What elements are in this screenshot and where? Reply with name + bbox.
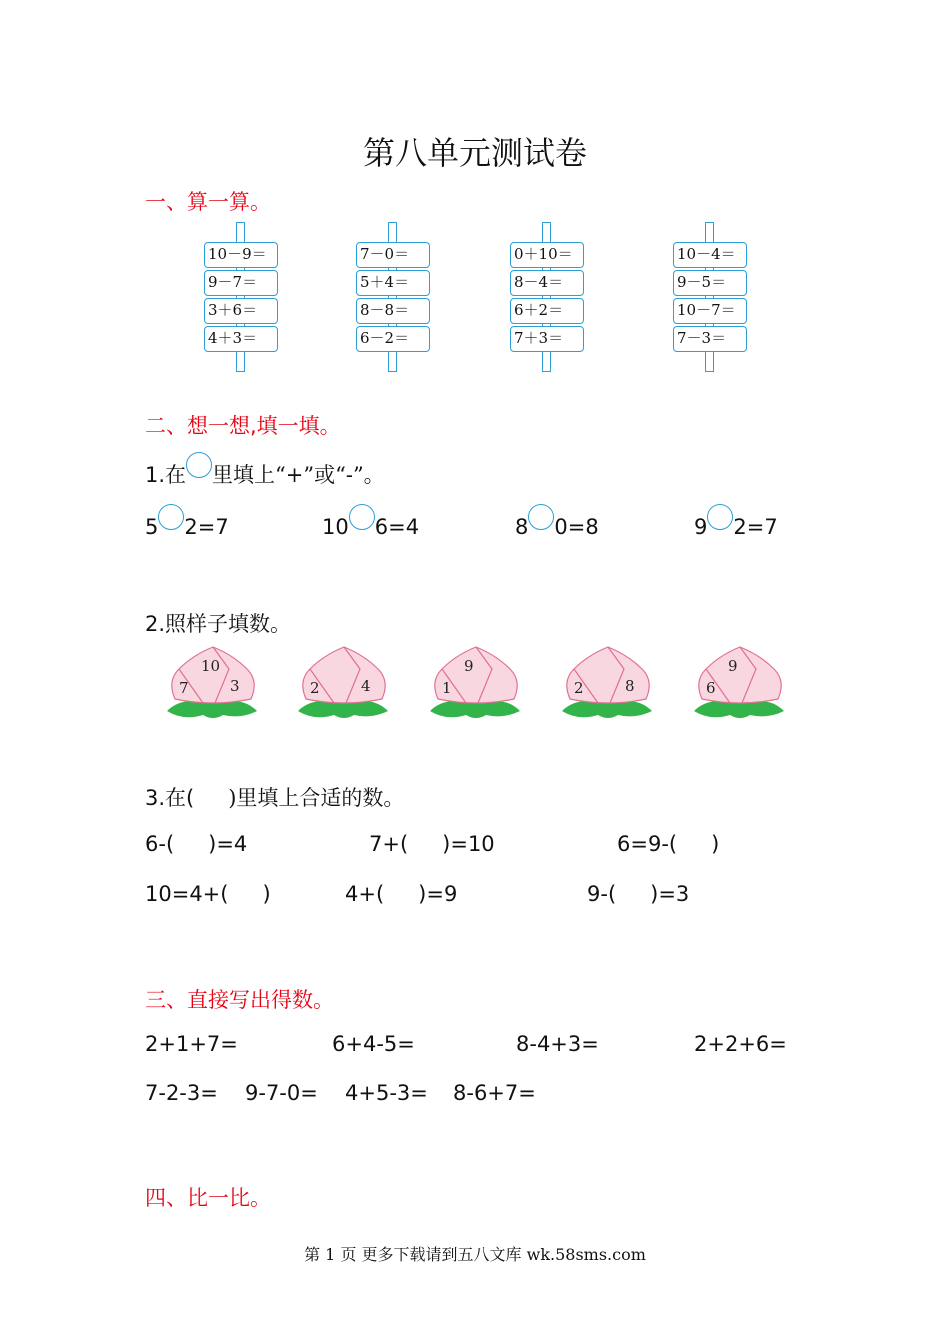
peach-figure — [298, 645, 390, 725]
footer-text: 第 1 页 更多下载请到五八文库 wk.58sms.com — [304, 1245, 646, 1264]
skewer-card: 4＋3＝ — [204, 326, 278, 352]
q1-instruction — [145, 452, 385, 489]
blank-right: )=9 — [418, 882, 458, 906]
answer-circle-icon[interactable] — [707, 504, 733, 530]
fill-blank-item — [345, 882, 457, 906]
q1-item — [322, 504, 419, 539]
blank-left: 7+( — [369, 832, 409, 856]
section-2-heading: 二、想一想,填一填。 — [145, 414, 341, 438]
expression: 2+2+6= — [694, 1032, 787, 1056]
expression: 2+1+7= — [145, 1032, 238, 1056]
peach-figure — [430, 645, 522, 725]
q3-instruction — [145, 782, 404, 812]
q1-item-left: 9 — [694, 515, 708, 539]
fill-blank-item — [145, 882, 271, 906]
expression: 7-2-3= — [145, 1081, 218, 1105]
blank-right: )=10 — [442, 832, 495, 856]
answer-circle-icon — [186, 452, 212, 478]
blank-right: )=3 — [650, 882, 690, 906]
q3-label-b: )里填上合适的数。 — [228, 786, 405, 810]
peach-figure — [562, 645, 654, 725]
blank-left: 4+( — [345, 882, 385, 906]
section-1-heading: 一、算一算。 — [145, 190, 271, 214]
section-3-heading: 三、直接写出得数。 — [145, 988, 334, 1012]
expression: 4+5-3= — [345, 1081, 428, 1105]
peach-number-left: 1 — [442, 679, 452, 697]
skewer-card: 0＋10＝ — [510, 242, 584, 268]
expression: 9-7-0= — [245, 1081, 318, 1105]
skewer-card: 9－7＝ — [204, 270, 278, 296]
q2-label: 2.照样子填数。 — [145, 612, 292, 636]
page-footer — [0, 1242, 950, 1265]
peach-number-top: 10 — [201, 657, 221, 675]
skewer-card: 10－4＝ — [673, 242, 747, 268]
blank-right: ) — [262, 882, 271, 906]
skewer-card: 8－8＝ — [356, 298, 430, 324]
skewer-card: 6＋2＝ — [510, 298, 584, 324]
q1-item-right: 2=7 — [733, 515, 778, 539]
q1-item-left: 8 — [515, 515, 529, 539]
skewer-card: 7＋3＝ — [510, 326, 584, 352]
section-4-heading: 四、比一比。 — [145, 1186, 271, 1210]
answer-circle-icon[interactable] — [349, 504, 375, 530]
skewer-card: 10－7＝ — [673, 298, 747, 324]
answer-circle-icon[interactable] — [528, 504, 554, 530]
skewer-card: 7－0＝ — [356, 242, 430, 268]
q1-item-right: 2=7 — [184, 515, 229, 539]
peach-number-left: 7 — [179, 679, 189, 697]
skewer-card: 10－9＝ — [204, 242, 278, 268]
fill-blank-item — [587, 882, 689, 906]
peach-number-left: 2 — [574, 679, 584, 697]
peach-number-right: 4 — [361, 677, 371, 695]
expression: 6+4-5= — [332, 1032, 415, 1056]
skewer-card: 7－3＝ — [673, 326, 747, 352]
answer-circle-icon[interactable] — [158, 504, 184, 530]
q1-item-left: 5 — [145, 515, 159, 539]
skewer-card: 6－2＝ — [356, 326, 430, 352]
expression: 8-6+7= — [453, 1081, 536, 1105]
blank-left: 6=9-( — [617, 832, 678, 856]
q1-item — [515, 504, 599, 539]
blank-right: )=4 — [208, 832, 248, 856]
blank-left: 9-( — [587, 882, 617, 906]
page-title: 第八单元测试卷 — [362, 134, 587, 172]
q1-item-right: 0=8 — [554, 515, 599, 539]
peach-number-left: 2 — [310, 679, 320, 697]
peach-figure — [694, 645, 786, 725]
q1-item — [694, 504, 778, 539]
q3-label-a: 3.在( — [145, 786, 195, 810]
skewer-card: 5＋4＝ — [356, 270, 430, 296]
blank-left: 10=4+( — [145, 882, 229, 906]
fill-blank-item — [369, 832, 495, 856]
skewer-card: 3＋6＝ — [204, 298, 278, 324]
fill-blank-item — [145, 832, 247, 856]
q1-suffix: 里填上“+”或“-”。 — [212, 463, 385, 487]
fill-blank-item — [617, 832, 719, 856]
peach-number-right: 3 — [230, 677, 240, 695]
blank-right: ) — [711, 832, 720, 856]
expression: 8-4+3= — [516, 1032, 599, 1056]
peach-number-top: 9 — [728, 657, 738, 675]
q1-item-right: 6=4 — [374, 515, 420, 539]
skewer-card: 8－4＝ — [510, 270, 584, 296]
q1-prefix: 1.在 — [145, 463, 187, 487]
peach-number-right: 8 — [625, 677, 635, 695]
peach-figure — [167, 645, 259, 725]
q1-item — [145, 504, 229, 539]
blank-left: 6-( — [145, 832, 175, 856]
peach-number-top: 9 — [464, 657, 474, 675]
peach-number-left: 6 — [706, 679, 716, 697]
skewer-card: 9－5＝ — [673, 270, 747, 296]
q1-item-left: 10 — [322, 515, 349, 539]
q2-instruction — [145, 608, 291, 638]
